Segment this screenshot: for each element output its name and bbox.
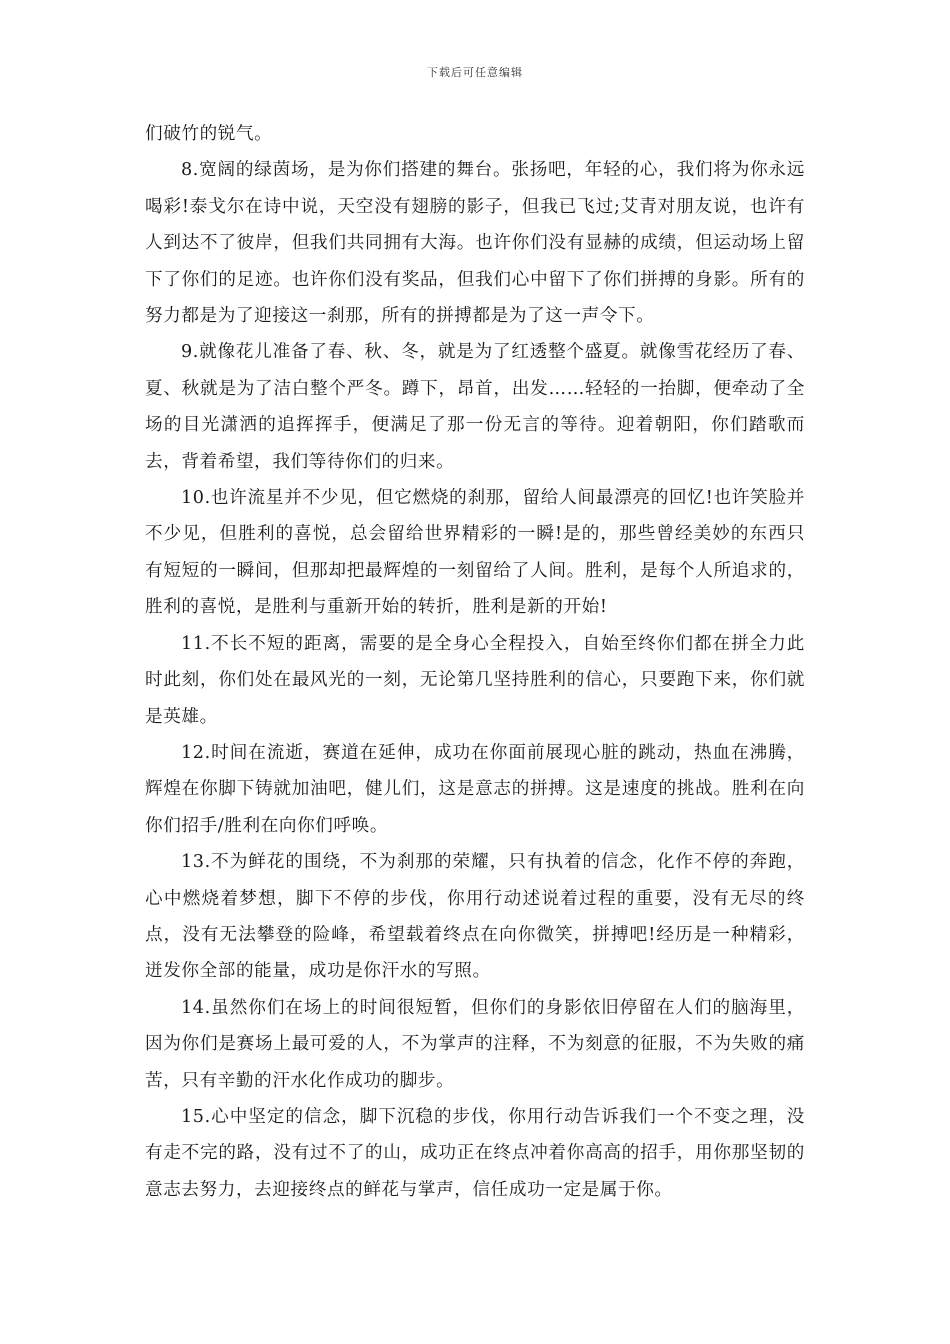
page-header: 下载后可任意编辑	[427, 66, 523, 79]
paragraph-item-9: 9.就像花儿准备了春、秋、冬，就是为了红透整个盛夏。就像雪花经历了春、夏、秋就是为了洁白整个严冬。蹲下，昂首，出发……轻轻的一抬脚，便牵动了全场的目光潇洒的追挥挥手，便满足了那一份无言的等待。迎着朝阳，你们踏歌而去，背着希望，我们等待你们的归来。	[145, 342, 805, 472]
document-body	[145, 116, 805, 1208]
paragraph-continuation: 们破竹的锐气。	[145, 124, 273, 144]
paragraph-item-13: 13.不为鲜花的围绕，不为刹那的荣耀，只有执着的信念，化作不停的奔跑，心中燃烧着梦想，脚下不停的步伐，你用行动述说着过程的重要，没有无尽的终点，没有无法攀登的险峰，希望载着终点在向你微笑，拼搏吧!经历是一种精彩，迸发你全部的能量，成功是你汗水的写照。	[145, 852, 805, 982]
paragraph-item-10: 10.也许流星并不少见，但它燃烧的刹那，留给人间最漂亮的回忆!也许笑脸并不少见，但胜利的喜悦，总会留给世界精彩的一瞬!是的，那些曾经美妙的东西只有短短的一瞬间，但那却把最辉煌的一刻留给了人间。胜利，是每个人所追求的，胜利的喜悦，是胜利与重新开始的转折，胜利是新的开始!	[145, 488, 805, 618]
paragraph-item-12: 12.时间在流逝，赛道在延伸，成功在你面前展现心脏的跳动，热血在沸腾，辉煌在你脚下铸就加油吧，健儿们，这是意志的拼搏。这是速度的挑战。胜利在向你们招手/胜利在向你们呼唤。	[145, 742, 805, 836]
paragraph-item-11: 11.不长不短的距离，需要的是全身心全程投入，自始至终你们都在拼全力此时此刻，你们处在最风光的一刻，无论第几坚持胜利的信心，只要跑下来，你们就是英雄。	[145, 633, 805, 727]
paragraph-item-14: 14.虽然你们在场上的时间很短暂，但你们的身影依旧停留在人们的脑海里，因为你们是赛场上最可爱的人，不为掌声的注释，不为刻意的征服，不为失败的痛苦，只有辛勤的汗水化作成功的脚步。	[145, 997, 805, 1091]
paragraph-item-8: 8.宽阔的绿茵场，是为你们搭建的舞台。张扬吧，年轻的心，我们将为你永远喝彩!泰戈尔在诗中说，天空没有翅膀的影子，但我已飞过;艾青对朋友说，也许有人到达不了彼岸，但我们共同拥有大海。也许你们没有显赫的成绩，但运动场上留下了你们的足迹。也许你们没有奖品，但我们心中留下了你们拼搏的身影。所有的努力都是为了迎接这一刹那，所有的拼搏都是为了这一声令下。	[145, 160, 805, 327]
paragraph-item-15: 15.心中坚定的信念，脚下沉稳的步伐，你用行动告诉我们一个不变之理，没有走不完的路，没有过不了的山，成功正在终点冲着你高高的招手，用你那坚韧的意志去努力，去迎接终点的鲜花与掌声，信任成功一定是属于你。	[145, 1106, 805, 1200]
